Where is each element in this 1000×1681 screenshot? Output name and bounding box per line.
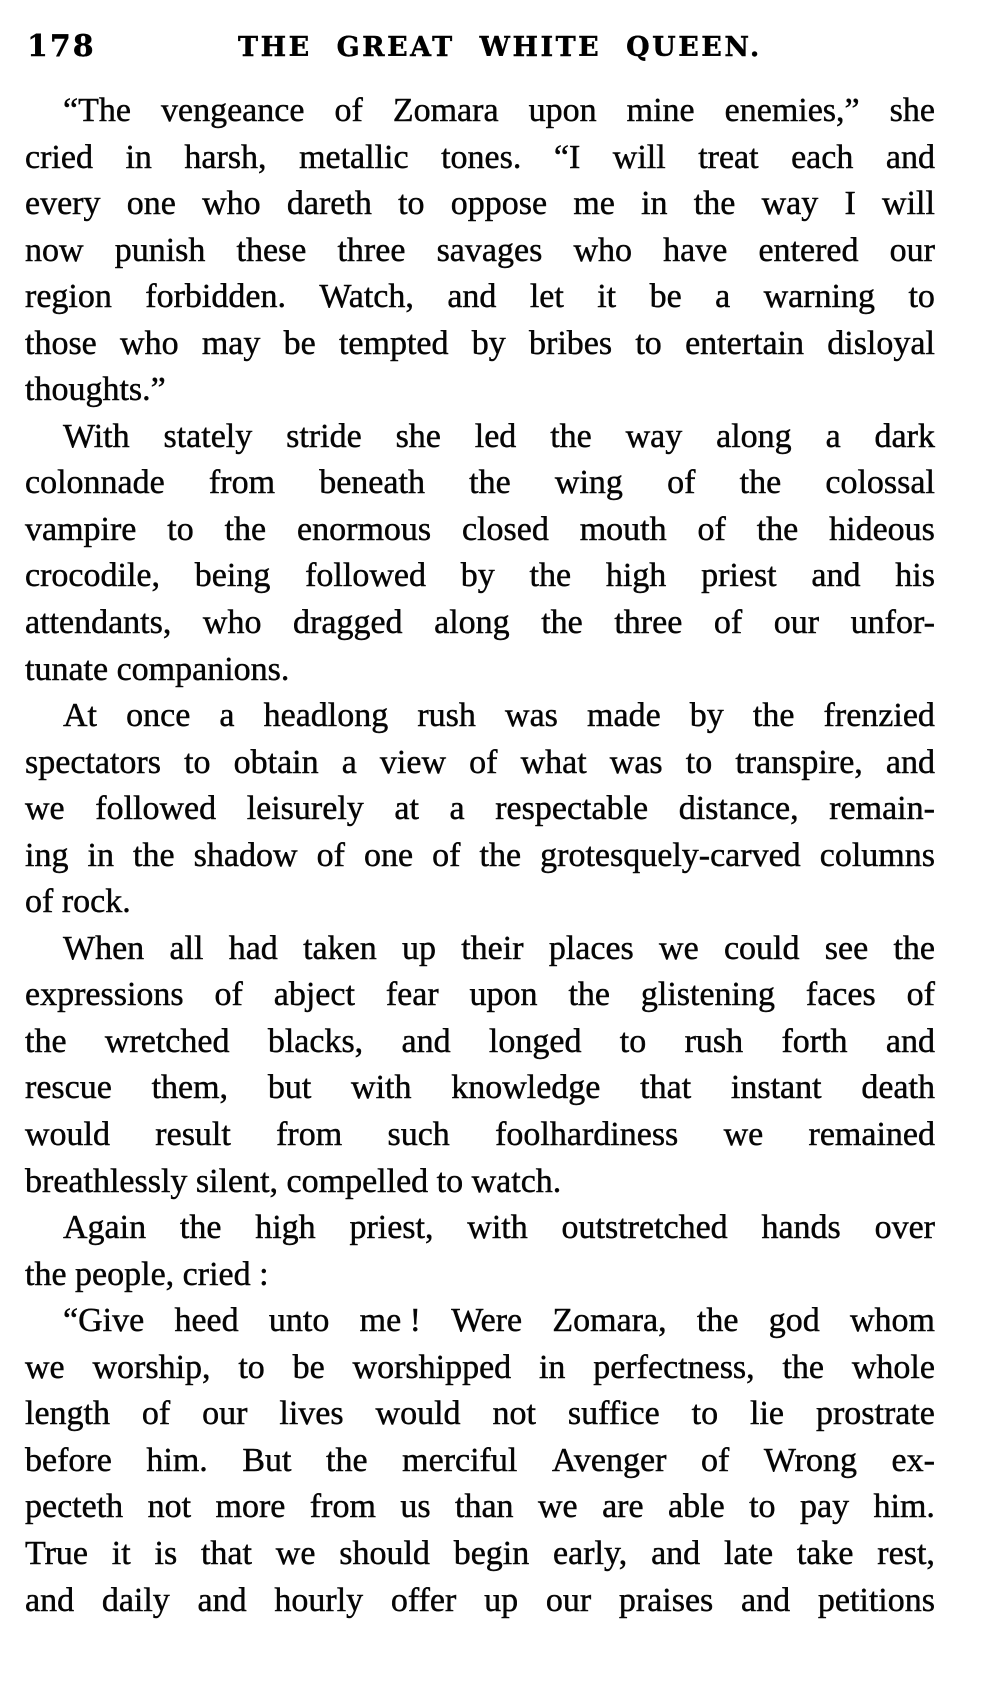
paragraph bbox=[25, 926, 935, 1205]
text-line: colonnade from beneath the wing of the colossal bbox=[25, 464, 935, 502]
page-number: 178 bbox=[27, 29, 96, 64]
paragraph bbox=[25, 693, 935, 926]
text-line: vampire to the enormous closed mouth of the hideous bbox=[25, 510, 935, 548]
text-line: we worship, to be worshipped in perfectness, the whole bbox=[25, 1348, 935, 1386]
text-line: spectators to obtain a view of what was to transpire, and bbox=[25, 743, 935, 781]
text-line: those who may be tempted by bribes to entertain disloyal bbox=[25, 324, 935, 362]
text-line: region forbidden. Watch, and let it be a warning to bbox=[25, 278, 935, 316]
paragraph bbox=[25, 1205, 935, 1298]
text-line: breathlessly silent, compelled to watch. bbox=[25, 1162, 562, 1200]
text-line: “The vengeance of Zomara upon mine enemies,” she bbox=[63, 92, 935, 129]
paragraph bbox=[25, 1298, 935, 1624]
text-line: cried in harsh, metallic tones. “I will treat each and bbox=[25, 138, 935, 176]
text-line: True it is that we should begin early, and late take rest, bbox=[25, 1534, 935, 1572]
text-line: before him. But the merciful Avenger of Wrong ex- bbox=[25, 1441, 935, 1479]
text-line: When all had taken up their places we could see the bbox=[63, 929, 935, 967]
text-line: “Give heed unto me ! Were Zomara, the god whom bbox=[63, 1302, 935, 1340]
text-line: Again the high priest, with outstretched hands over bbox=[63, 1209, 935, 1247]
text-line: every one who dareth to oppose me in the way I will bbox=[25, 185, 935, 223]
text-line: At once a headlong rush was made by the frenzied bbox=[63, 697, 935, 735]
text-line: tunate companions. bbox=[25, 650, 290, 688]
page-header bbox=[0, 30, 1000, 66]
text-line: we followed leisurely at a respectable distance, remain- bbox=[25, 790, 935, 828]
text-line: thoughts.” bbox=[25, 371, 166, 409]
paragraph bbox=[25, 414, 935, 693]
text-line: the people, cried : bbox=[25, 1255, 269, 1293]
page-body bbox=[25, 88, 935, 1624]
text-line: now punish these three savages who have entered our bbox=[25, 231, 935, 269]
text-line: of rock. bbox=[25, 883, 131, 921]
text-line: attendants, who dragged along the three of our unfor- bbox=[25, 604, 935, 642]
text-line: rescue them, but with knowledge that instant death bbox=[25, 1069, 935, 1107]
text-line: pecteth not more from us than we are able to pay him. bbox=[25, 1488, 935, 1526]
text-line: crocodile, being followed by the high priest and his bbox=[25, 557, 935, 595]
paragraph bbox=[25, 88, 935, 414]
running-title: THE GREAT WHITE QUEEN. bbox=[238, 32, 762, 63]
text-line: ing in the shadow of one of the grotesquely-carved columns bbox=[25, 836, 935, 874]
text-line: expressions of abject fear upon the glistening faces of bbox=[25, 976, 935, 1014]
text-line: With stately stride she led the way along a dark bbox=[63, 417, 935, 455]
text-line: and daily and hourly offer up our praises and petitions bbox=[25, 1581, 935, 1619]
text-line: length of our lives would not suffice to lie prostrate bbox=[25, 1395, 935, 1433]
text-line: the wretched blacks, and longed to rush forth and bbox=[25, 1022, 935, 1060]
text-line: would result from such foolhardiness we remained bbox=[25, 1116, 935, 1154]
